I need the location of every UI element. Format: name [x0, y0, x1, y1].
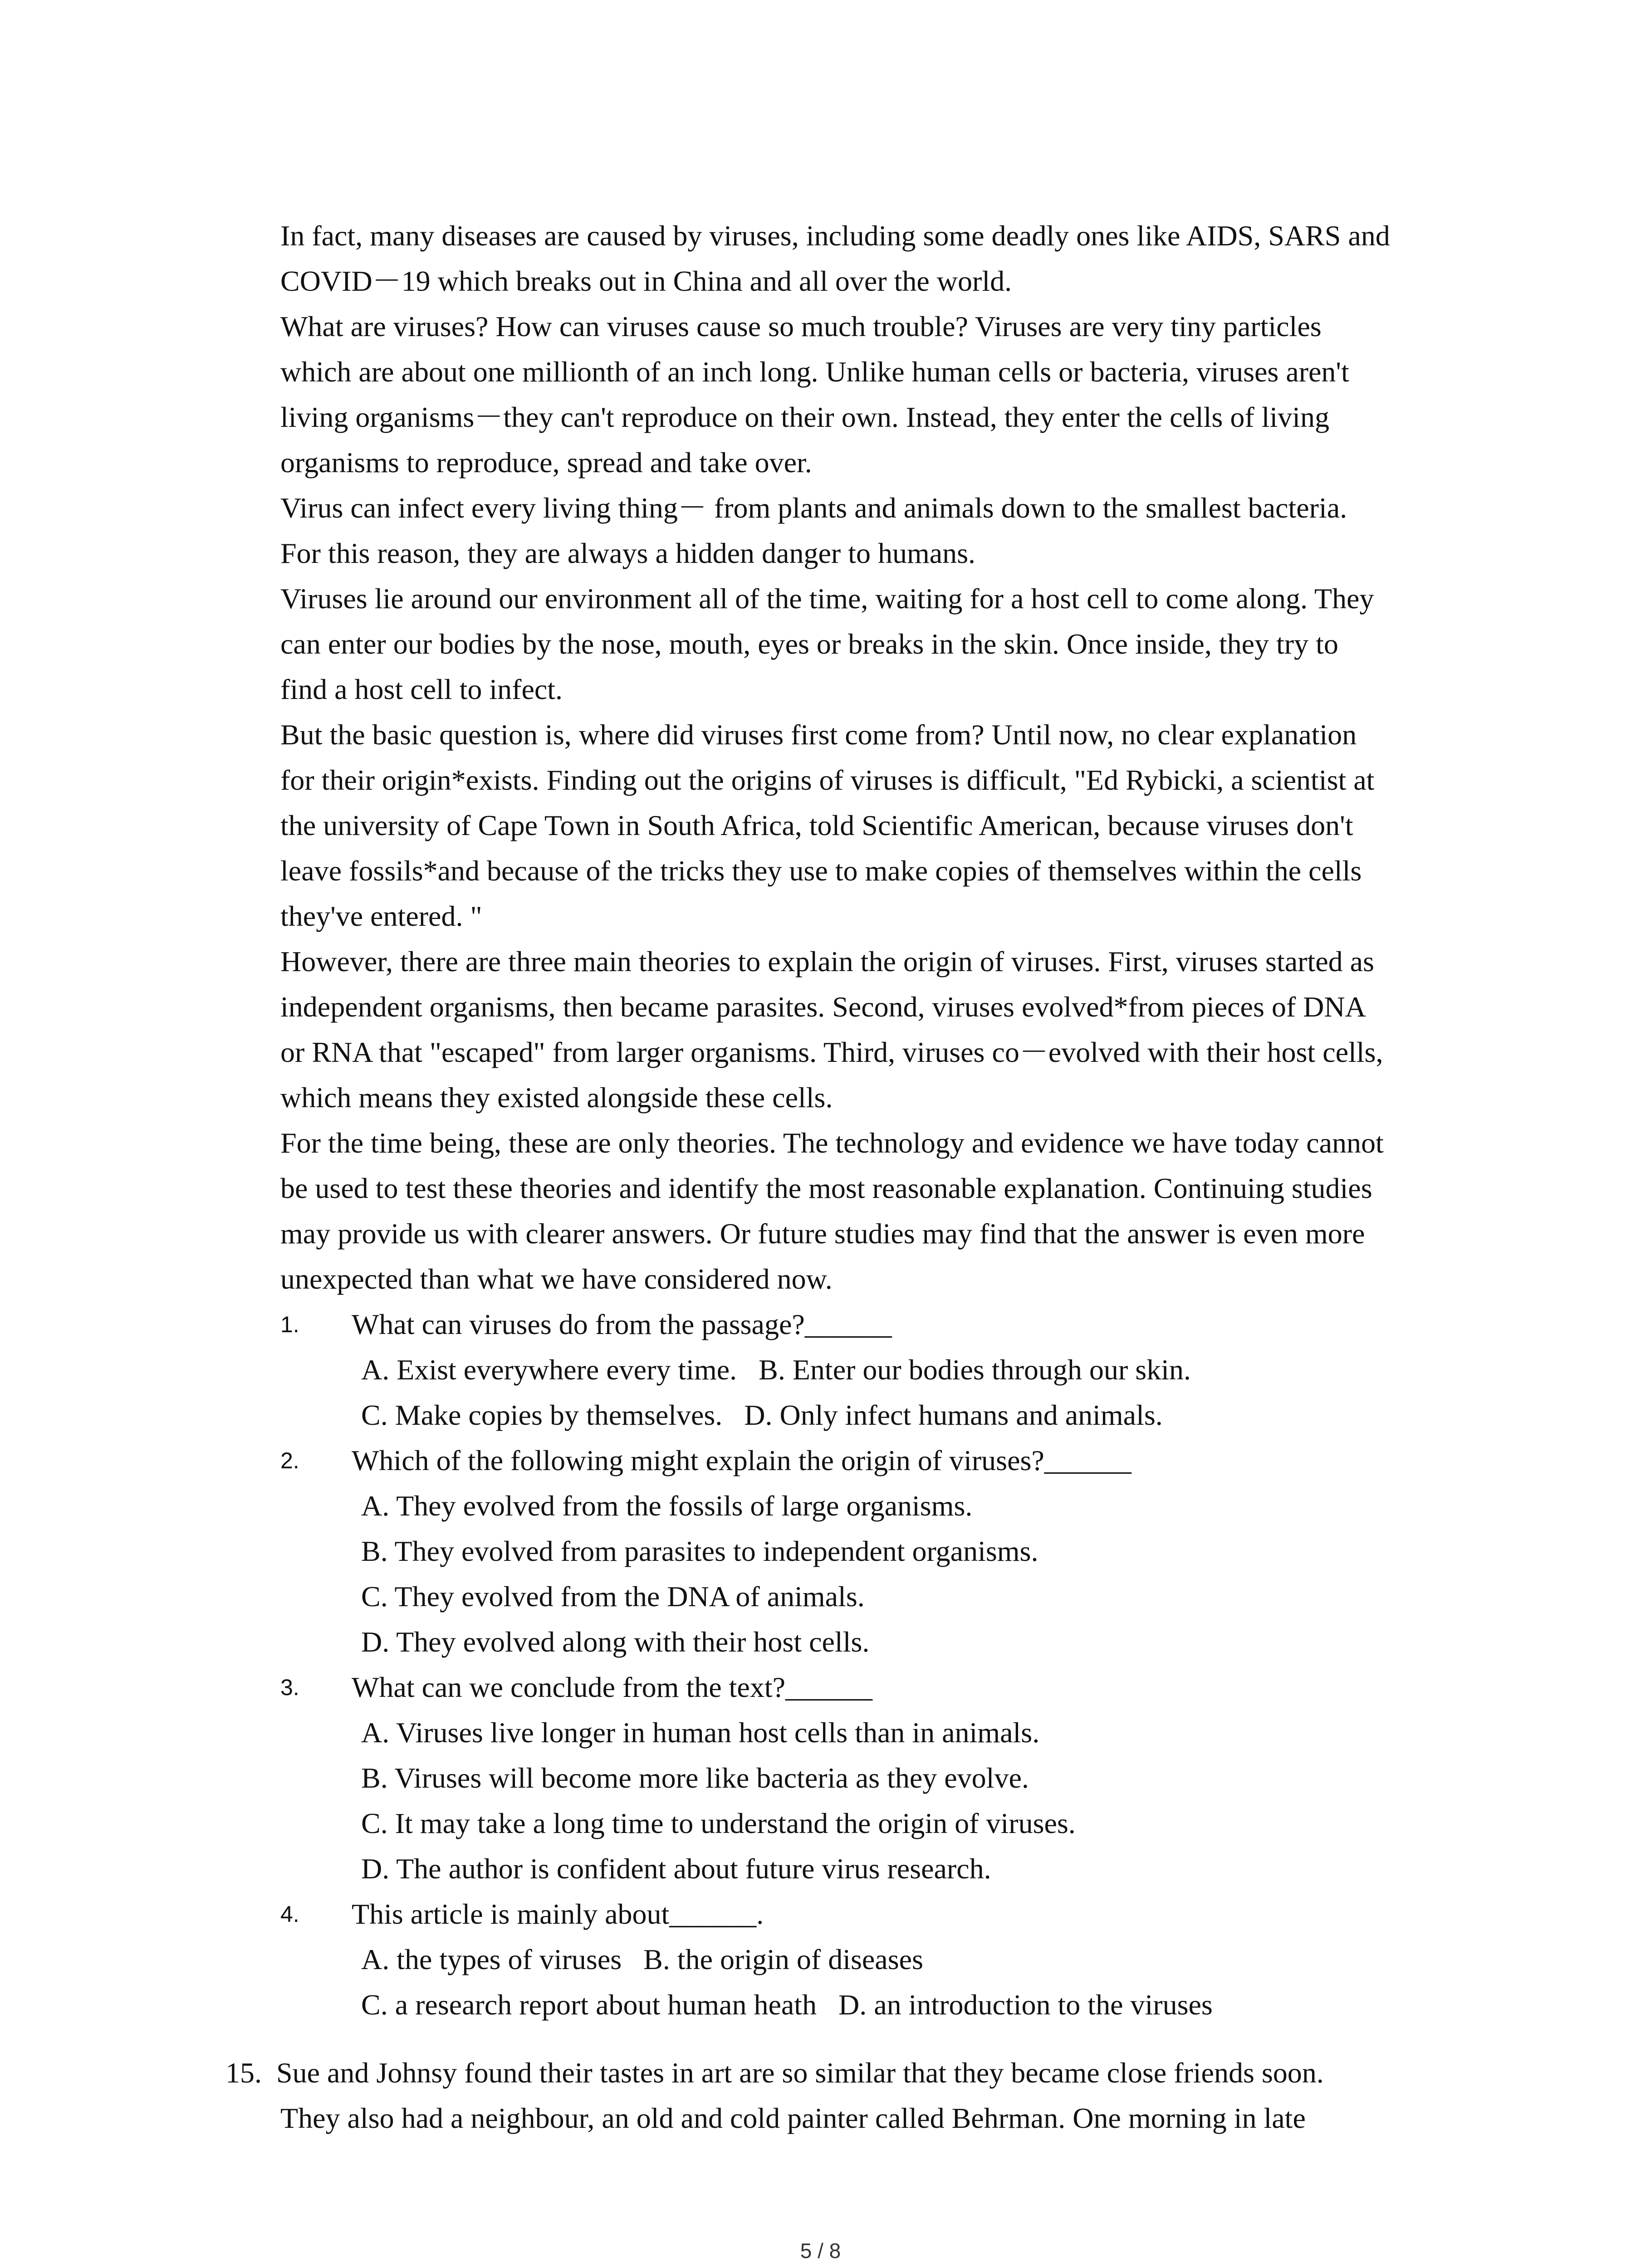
answer-option: B. Viruses will become more like bacteria as they evolve. — [361, 1762, 1029, 1794]
passage-line: What are viruses? How can viruses cause so much trouble? Viruses are very tiny particles — [280, 310, 1322, 342]
passage-line: organisms to reproduce, spread and take over. — [280, 446, 812, 479]
answer-option: D. They evolved along with their host cells. — [361, 1626, 870, 1658]
answer-option: A. Exist everywhere every time. B. Enter our bodies through our skin. — [361, 1354, 1191, 1386]
passage-line: unexpected than what we have considered now. — [280, 1263, 833, 1295]
question-text: Which of the following might explain the origin of viruses?______ — [352, 1444, 1132, 1476]
passage-line: leave fossils*and because of the tricks they use to make copies of themselves within the cells — [280, 855, 1362, 887]
answer-option: A. Viruses live longer in human host cells than in animals. — [361, 1716, 1040, 1749]
question-number: 2. — [280, 1448, 299, 1473]
passage-line: living organisms－they can't reproduce on their own. Instead, they enter the cells of living — [280, 401, 1329, 433]
passage-line: for their origin*exists. Finding out the origins of viruses is difficult, "Ed Rybicki, a scientist at — [280, 764, 1375, 796]
next-question-line: 15. Sue and Johnsy found their tastes in art are so similar that they became close friends soon. — [225, 2057, 1324, 2089]
passage-line: For the time being, these are only theories. The technology and evidence we have today cannot — [280, 1127, 1384, 1159]
passage-line: independent organisms, then became parasites. Second, viruses evolved*from pieces of DNA — [280, 991, 1366, 1023]
passage-line: which means they existed alongside these cells. — [280, 1081, 833, 1114]
answer-option: D. The author is confident about future virus research. — [361, 1853, 991, 1885]
passage-line: find a host cell to infect. — [280, 673, 563, 705]
passage-line: But the basic question is, where did viruses first come from? Until now, no clear explanation — [280, 719, 1357, 751]
passage-line: the university of Cape Town in South Africa, told Scientific American, because viruses don't — [280, 809, 1353, 841]
answer-option: A. the types of viruses B. the origin of diseases — [361, 1943, 923, 1975]
passage-line: which are about one millionth of an inch long. Unlike human cells or bacteria, viruses aren't — [280, 356, 1349, 388]
next-question-line: They also had a neighbour, an old and cold painter called Behrman. One morning in late — [280, 2102, 1306, 2134]
answer-option: C. It may take a long time to understand the origin of viruses. — [361, 1807, 1076, 1839]
passage-line: However, there are three main theories to explain the origin of viruses. First, viruses started as — [280, 945, 1374, 978]
passage-line: COVID－19 which breaks out in China and all over the world. — [280, 265, 1012, 297]
passage-line: For this reason, they are always a hidden danger to humans. — [280, 537, 976, 569]
answer-option: C. They evolved from the DNA of animals. — [361, 1580, 865, 1613]
answer-option: C. Make copies by themselves. D. Only infect humans and animals. — [361, 1399, 1163, 1431]
question-number: 3. — [280, 1675, 299, 1700]
passage-line: In fact, many diseases are caused by viruses, including some deadly ones like AIDS, SARS and — [280, 220, 1390, 252]
answer-option: A. They evolved from the fossils of large organisms. — [361, 1490, 973, 1522]
passage-line: Viruses lie around our environment all of the time, waiting for a host cell to come along. They — [280, 582, 1374, 615]
question-number: 1. — [280, 1312, 299, 1337]
page-number: 5 / 8 — [800, 2239, 841, 2263]
passage-line: can enter our bodies by the nose, mouth, eyes or breaks in the skin. Once inside, they try to — [280, 628, 1338, 660]
question-number: 4. — [280, 1901, 299, 1927]
answer-option: B. They evolved from parasites to independent organisms. — [361, 1535, 1038, 1567]
passage-line: they've entered. " — [280, 900, 482, 932]
passage-line: Virus can infect every living thing－ from plants and animals down to the smallest bacteria. — [280, 492, 1347, 524]
question-text: What can we conclude from the text?______ — [352, 1671, 872, 1703]
question-text: What can viruses do from the passage?______ — [352, 1308, 892, 1340]
question-text: This article is mainly about______. — [352, 1898, 764, 1930]
passage-line: may provide us with clearer answers. Or future studies may find that the answer is even more — [280, 1217, 1365, 1250]
passage-line: be used to test these theories and identify the most reasonable explanation. Continuing studies — [280, 1172, 1372, 1204]
passage-line: or RNA that "escaped" from larger organisms. Third, viruses co－evolved with their host cells, — [280, 1036, 1383, 1068]
answer-option: C. a research report about human heath D. an introduction to the viruses — [361, 1989, 1213, 2021]
